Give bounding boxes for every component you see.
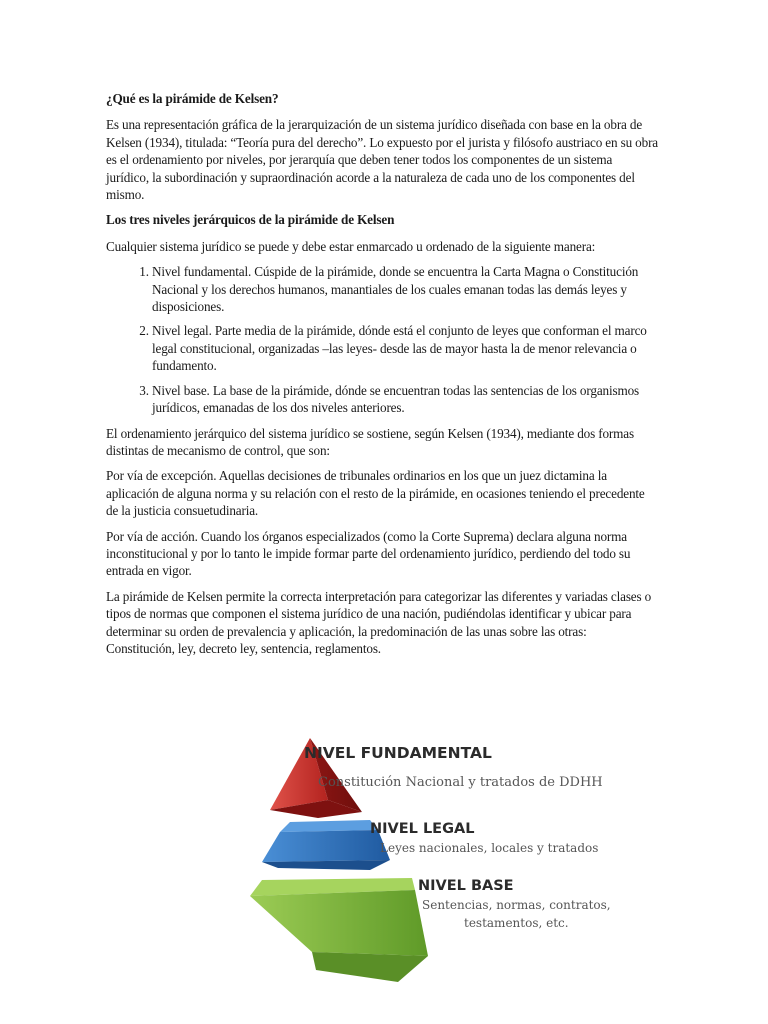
pyramid-subtitle-base-line1: Sentencias, normas, contratos, xyxy=(422,898,611,912)
levels-list xyxy=(106,263,658,416)
pyramid-subtitle-fundamental: Constitución Nacional y tratados de DDHH xyxy=(318,775,603,790)
pyramid-title-base: NIVEL BASE xyxy=(418,878,514,894)
paragraph-definition: Es una representación gráfica de la jerarquización de un sistema jurídico diseñada con base en la obra de Kelsen (1934), titulada: “Teoría pura del derecho”. Lo expuesto por el jurista y filósofo austriaco en su obra es el ordenamiento por niveles, por jerarquía que deben tener todos los componentes de un sistema jurídico, la subordinación y supraordinación acorde a la naturaleza de cada uno de los componentes del mismo. xyxy=(106,117,659,203)
paragraph-intro-levels: Cualquier sistema jurídico se puede y debe estar enmarcado u ordenado de la siguiente manera: xyxy=(106,238,596,254)
list-item-legal: 2. Nivel legal. Parte media de la pirámide, dónde está el conjunto de leyes que conforman el marco legal constitucional, organizadas –las leyes- desde las de mayor hasta la de menor relevancia o fundamento. xyxy=(152,322,658,374)
kelsen-pyramid-diagram xyxy=(220,720,640,990)
paragraph-via-excepcion: Por vía de excepción. Aquellas decisiones de tribunales ordinarios en los que un juez dictamina la aplicación de alguna norma y su relación con el resto de la pirámide, en ocasiones teniendo el precedente de la justicia consuetudinaria. xyxy=(106,468,645,519)
list-item-base: 3. Nivel base. La base de la pirámide, dónde se encuentran todas las sentencias de los organismos jurídicos, emanadas de los dos niveles anteriores. xyxy=(152,382,658,417)
document-body xyxy=(106,90,658,665)
pyramid-subtitle-legal: Leyes nacionales, locales y tratados xyxy=(380,841,599,855)
heading-three-levels: Los tres niveles jerárquicos de la pirámide de Kelsen xyxy=(106,212,395,228)
pyramid-level-base xyxy=(250,878,428,988)
pyramid-title-fundamental: NIVEL FUNDAMENTAL xyxy=(304,744,492,762)
legal-top-face xyxy=(280,820,378,832)
list-item-fundamental: 1. Nivel fundamental. Cúspide de la pirámide, donde se encuentra la Carta Magna o Constitución Nacional y los derechos humanos, manantiales de los cuales emanan todas las demás leyes y disposiciones. xyxy=(152,263,658,315)
pyramid-title-legal: NIVEL LEGAL xyxy=(370,821,475,837)
pyramid-subtitle-base-line2: testamentos, etc. xyxy=(464,916,569,930)
heading-what-is-kelsen-pyramid: ¿Qué es la pirámide de Kelsen? xyxy=(106,91,279,106)
paragraph-conclusion: La pirámide de Kelsen permite la correcta interpretación para categorizar las diferentes y variadas clases o tipos de normas que componen el sistema jurídico de una nación, pudiéndolas identificar y ubicar para determinar su orden de prevalencia y aplicación, la predominación de las unas sobre las otras: Constitución, ley, decreto ley, sentencia, reglamentos. xyxy=(106,588,652,656)
paragraph-via-accion: Por vía de acción. Cuando los órganos especializados (como la Corte Suprema) declara alguna norma inconstitucional y por lo tanto le impide formar parte del ordenamiento jurídico, perdiendo del todo su entrada en vigor. xyxy=(106,528,631,579)
paragraph-control-mechanisms: El ordenamiento jerárquico del sistema jurídico se sostiene, según Kelsen (1934), mediante dos formas distintas de mecanismo de control, que son: xyxy=(106,425,634,458)
